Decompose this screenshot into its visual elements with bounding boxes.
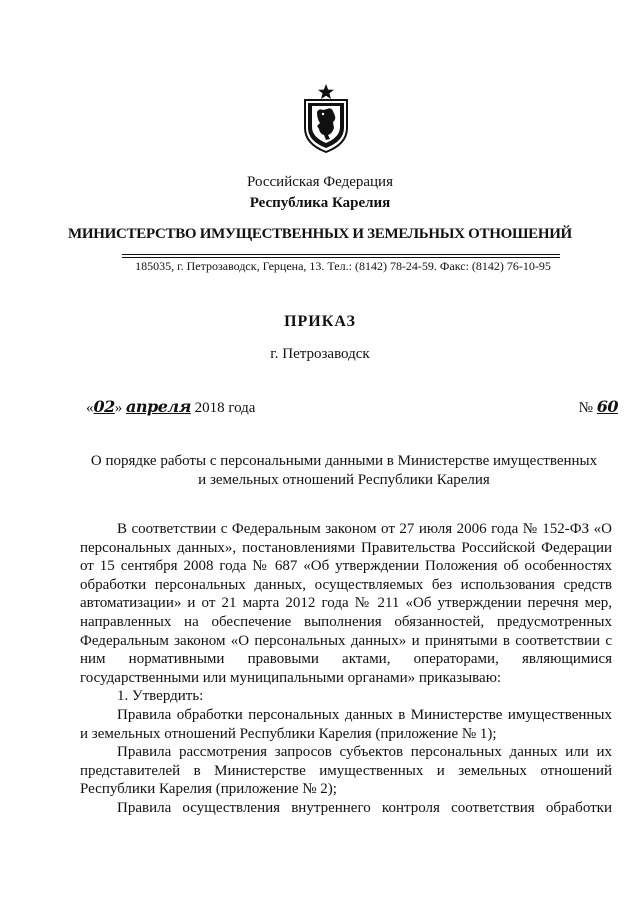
body-paragraph-rules-1: Правила обработки персональных данных в Министерстве имущественных и земельных отношений Республики Карелия (приложение № 1); [80, 706, 612, 742]
document-city: г. Петрозаводск [270, 346, 370, 362]
date-close-quote: » [114, 400, 123, 416]
header-divider-top [122, 254, 560, 255]
body-paragraph-preamble: В соответствии с Федеральным законом от 27 июля 2006 года № 152-ФЗ «О персональных данных», постановлениями Правительства Российской Федерации от 15 сентября 2008 года № 687 «Об утверждении Положения об особенностях обработки персональных данных, осуществляемых без использования средств автоматизации» и от 21 марта 2012 года № 211 «Об утверждении перечня мер, направленных на обеспечение выполнения обязанностей, предусмотренных Федеральным законом «О персональных данных» и принятыми в соответствии с ним нормативными правовыми актами, операторами, являющимися государственными или муниципальными органами» приказываю: [80, 521, 612, 686]
document-number [579, 397, 618, 417]
document-subject [74, 452, 614, 490]
body-paragraph-rules-2: Правила рассмотрения запросов субъектов персональных данных или их представителей в Министерстве имущественных и земельных отношений Республики Карелия (приложение № 2); [80, 744, 612, 798]
body-paragraph-approve: 1. Утвердить: [117, 688, 204, 705]
date-open-quote: « [86, 400, 94, 416]
number-label: № [578, 400, 593, 416]
date-year: 2018 года [194, 400, 256, 416]
document-type-title: ПРИКАЗ [284, 313, 356, 330]
country-name: Российская Федерация [247, 174, 393, 190]
subject-line-1: О порядке работы с персональными данными в Министерстве имущественных [90, 453, 598, 469]
body-paragraph-rules-3: Правила осуществления внутреннего контроля соответствия обработки [117, 799, 612, 816]
ministry-name: МИНИСТЕРСТВО ИМУЩЕСТВЕННЫХ И ЗЕМЕЛЬНЫХ ОТНОШЕНИЙ [68, 226, 572, 242]
document-date [86, 397, 255, 417]
date-month-handwritten: апреля [126, 397, 191, 416]
republic-name: Республика Карелия [249, 195, 391, 211]
date-day-handwritten: 02 [93, 397, 115, 416]
karelia-coat-of-arms-icon [300, 82, 352, 154]
number-handwritten: 60 [596, 397, 618, 416]
header-divider-bottom [122, 257, 560, 258]
document-body [80, 520, 612, 818]
ministry-address: 185035, г. Петрозаводск, Герцена, 13. Тел.: (8142) 78-24-59. Факс: (8142) 76-10-95 [135, 259, 551, 273]
subject-line-2: и земельных отношений Республики Карелия [198, 472, 490, 488]
